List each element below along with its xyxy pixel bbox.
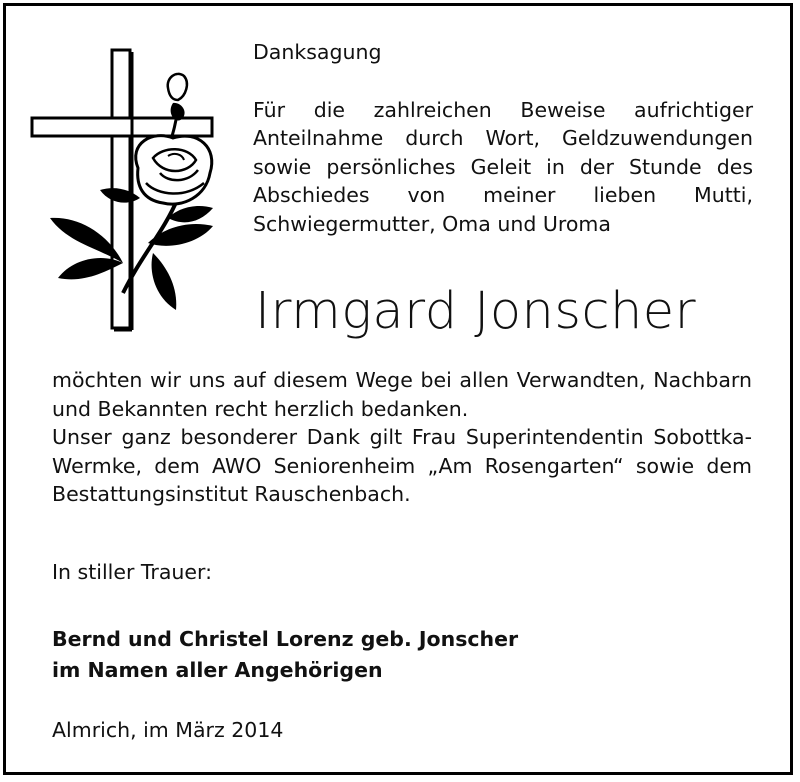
place-date: Almrich, im März 2014: [52, 718, 284, 742]
notice-heading: Danksagung: [253, 40, 382, 64]
signature-line-2: im Namen aller Angehörigen: [52, 658, 383, 682]
signature-line-1: Bernd und Christel Lorenz geb. Jonscher: [52, 627, 519, 651]
rose-icon: [136, 136, 212, 204]
deceased-name: Irmgard Jonscher: [255, 282, 697, 341]
mourning-line: In stiller Trauer:: [52, 560, 212, 584]
intro-paragraph: Für die zahlreichen Beweise aufrichtiger Anteilnahme durch Wort, Geldzuwendungen sowie persönliches Geleit in der Stunde des Abschiedes von meiner lieben Mutti, Schwiegermutter, Oma und Uroma: [253, 97, 753, 236]
cross-with-rose-icon: [28, 48, 228, 338]
thanks-text: [52, 366, 752, 509]
thanks-paragraph-2: Unser ganz besonderer Dank gilt Frau Superintendentin Sobottka-Wermke, dem AWO Seniorenheim „Am Rosengarten“ sowie dem Bestattungsinstitut Rauschenbach.: [52, 425, 752, 507]
intro-text: [253, 38, 753, 239]
thanks-paragraph-1: möchten wir uns auf diesem Wege bei allen Verwandten, Nachbarn und Bekannten recht herzlich bedanken.: [52, 368, 752, 421]
